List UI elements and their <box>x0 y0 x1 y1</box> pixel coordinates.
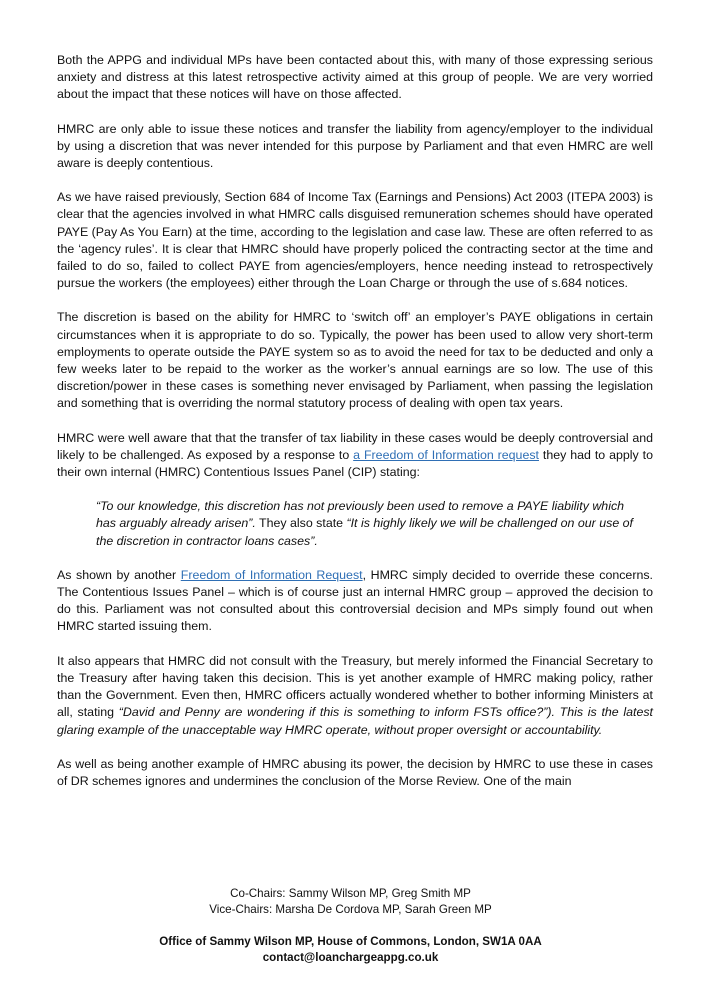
paragraph-cip <box>57 430 653 482</box>
paragraph-cip-text-b: they had to apply to their own internal (HMRC) Contentious Issues Panel (CIP) stating: <box>57 447 653 480</box>
quote-part-c: “It is highly likely we will be challenged on our use of the discretion in contractor loans cases”. <box>96 516 633 548</box>
letter-body <box>57 52 653 807</box>
co-chairs-line: Co-Chairs: Sammy Wilson MP, Greg Smith MP <box>230 887 471 900</box>
office-address: Office of Sammy Wilson MP, House of Commons, London, SW1A 0AA <box>159 935 542 948</box>
footer-office <box>0 934 701 966</box>
paragraph-override-text-a: As shown by another <box>57 567 181 582</box>
footer-chairs <box>0 886 701 918</box>
foi-request-link[interactable]: a Freedom of Information request <box>353 447 539 462</box>
paragraph-treasury <box>57 653 653 739</box>
paragraph-concerns: Both the APPG and individual MPs have been contacted about this, with many of those expressing serious anxiety and distress at this latest retrospective activity aimed at this group of people. We are very worried about the impact that these notices will have on those affected. <box>57 53 653 102</box>
quote-part-a: “To our knowledge, this discretion has not previously been used to remove a PAYE liability which has arguably already arisen”. <box>96 499 625 531</box>
paragraph-cip-text-a: HMRC were well aware that that the transfer of tax liability in these cases would be deeply controversial and likely to be challenged. As exposed by a response to <box>57 430 653 462</box>
quote-part-b: They also state <box>255 516 347 531</box>
paragraph-treasury-quote: “David and Penny are wondering if this is something to inform FSTs office?”). This is the latest glaring example of the unacceptable way HMRC operate, without proper oversight or accountability. <box>57 705 653 737</box>
paragraph-override-text-b: , HMRC simply decided to override these concerns. The Contentious Issues Panel – which is of course just an internal HMRC group – approved the decision to do this. Parliament was not consulted about this controversial decision and MPs simply found out when HMRC started issuing them. <box>57 567 653 634</box>
paragraph-switch-off: The discretion is based on the ability for HMRC to ‘switch off’ an employer’s PAYE obligations in certain circumstances when it is appropriate to do so. Typically, the power has been used to allow very short-term employments to operate outside the PAYE system so as to avoid the need for tax to be deducted and only a few weeks later to be repaid to the worker as the worker’s annual earnings are so low. The use of this discretion/power in these cases is something never envisaged by Parliament, when passing the legislation and something that is overriding the normal statutory process of dealing with open tax years. <box>57 310 653 411</box>
vice-chairs-line: Vice-Chairs: Marsha De Cordova MP, Sarah Green MP <box>209 903 492 916</box>
paragraph-morse-review: As well as being another example of HMRC abusing its power, the decision by HMRC to use these in cases of DR schemes ignores and undermines the conclusion of the Morse Review. One of the main <box>57 756 653 788</box>
paragraph-section-684: As we have raised previously, Section 684 of Income Tax (Earnings and Pensions) Act 2003 (ITEPA 2003) is clear that the agencies involved in what HMRC calls disguised remuneration schemes should have operated PAYE (Pay As You Earn) at the time, according to the legislation and case law. These are often referred to as the ‘agency rules’. It is clear that HMRC should have properly policed the contracting sector at the time and failed to do so, failed to collect PAYE from agencies/employers, hence needing instead to retrospectively pursue the workers (the employees) either through the Loan Charge or through the use of s.684 notices. <box>57 190 653 291</box>
paragraph-treasury-text-a: It also appears that HMRC did not consult with the Treasury, but merely informed the Financial Secretary to the Treasury after having taken this decision. This is yet another example of HMRC making policy, rather than the Government. Even then, HMRC officers actually wondered whether to bother informing Ministers at all, stating <box>57 653 653 720</box>
contact-email[interactable]: contact@loanchargeappg.co.uk <box>262 951 439 964</box>
cip-quote <box>96 498 643 550</box>
foi-request-link-2[interactable]: Freedom of Information Request <box>180 567 363 582</box>
paragraph-discretion-intro: HMRC are only able to issue these notices and transfer the liability from agency/employer to the individual by using a discretion that was never intended for this purpose by Parliament and that even HMRC are well aware is deeply contentious. <box>57 121 653 171</box>
paragraph-override <box>57 567 653 636</box>
